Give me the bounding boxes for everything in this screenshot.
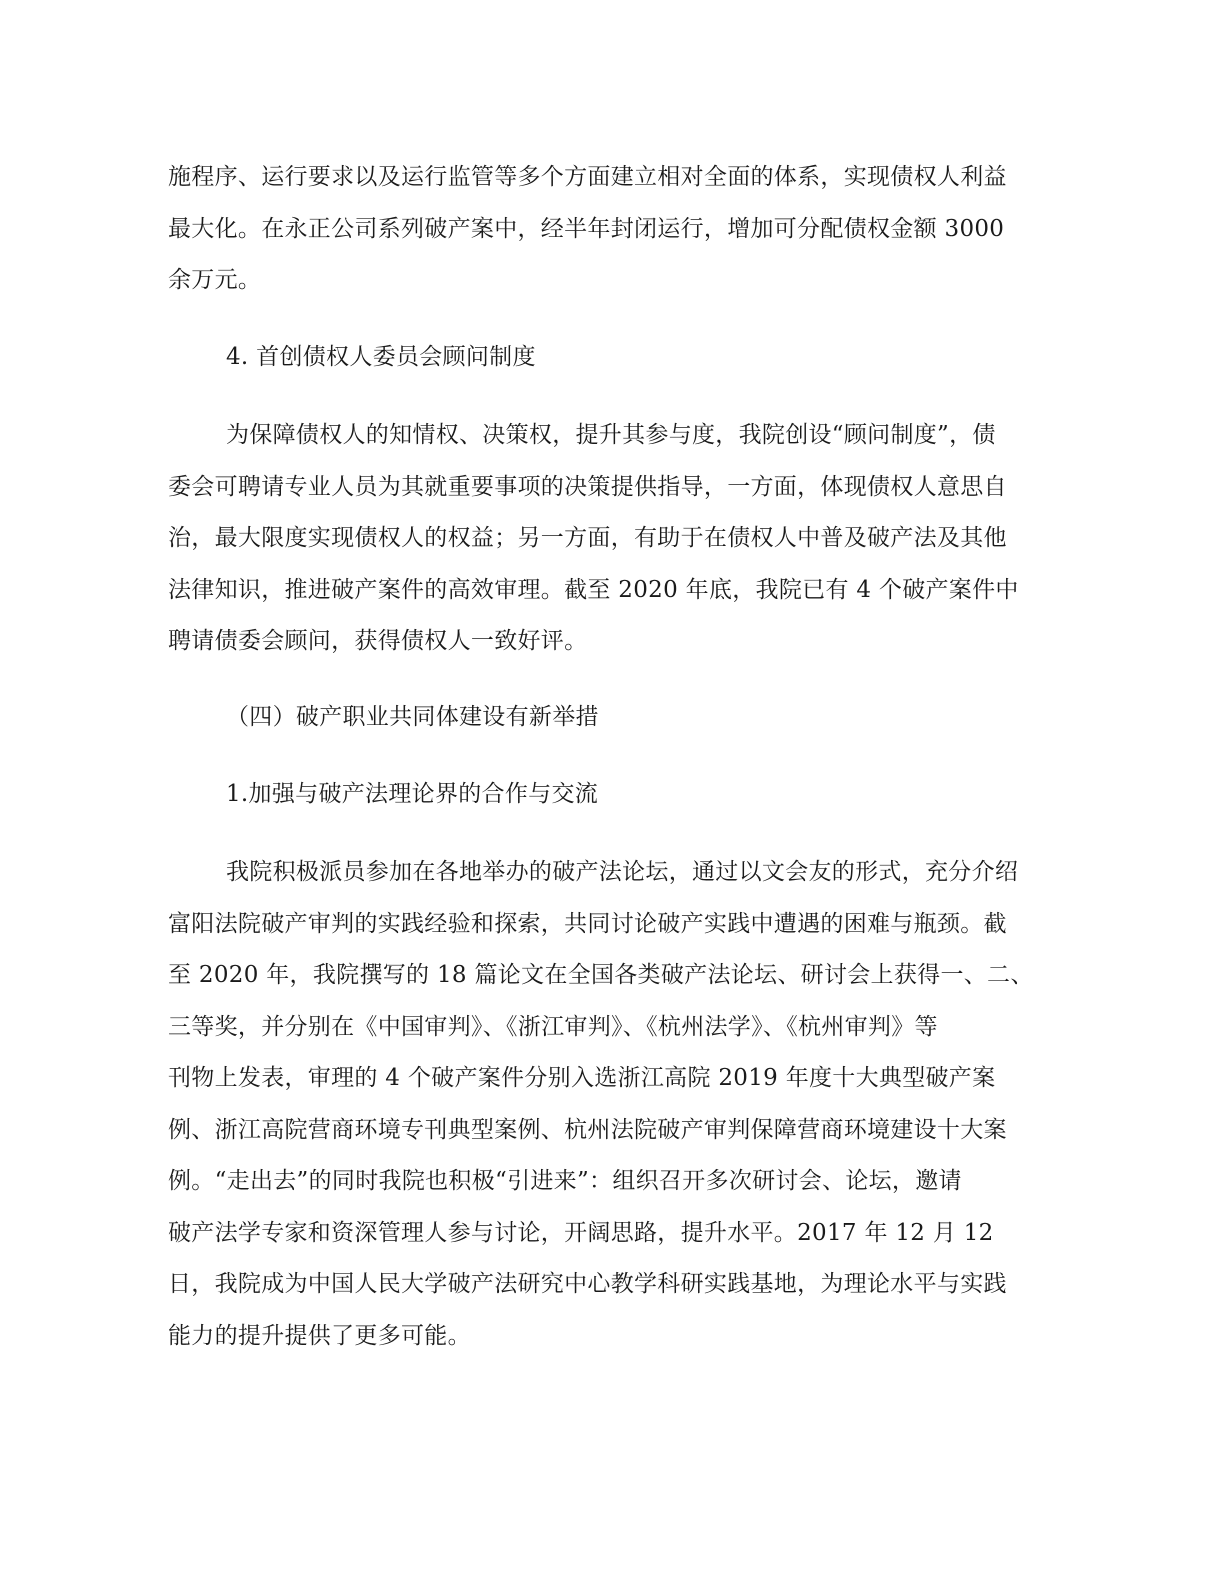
section-heading-4 <box>168 692 1048 744</box>
text-line: 破产法学专家和资深管理人参与讨论，开阔思路，提升水平。2017 年 12 月 12 <box>168 1219 994 1246</box>
text-line: 至 2020 年，我院撰写的 18 篇论文在全国各类破产法论坛、研讨会上获得一、二、 <box>168 962 1034 988</box>
heading-1 <box>168 769 1048 821</box>
text-line: 最大化。在永正公司系列破产案中，经半年封闭运行，增加可分配债权金额 3000 <box>168 215 1005 242</box>
text-line: 富阳法院破产审判的实践经验和探索，共同讨论破产实践中遭遇的困难与瓶颈。截 <box>168 910 1007 937</box>
text-line: 例、浙江高院营商环境专刊典型案例、杭州法院破产审判保障营商环境建设十大案 <box>168 1116 1007 1143</box>
text-line: 我院积极派员参加在各地举办的破产法论坛，通过以文会友的形式，充分介绍 <box>226 859 1019 885</box>
paragraph-continuation <box>168 152 1048 307</box>
text-line: 法律知识，推进破产案件的高效审理。截至 2020 年底，我院已有 4 个破产案件中 <box>168 576 1019 603</box>
paragraph-cooperation <box>168 847 1048 1362</box>
section-heading: （四）破产职业共同体建设有新举措 <box>226 704 599 730</box>
text-line: 余万元。 <box>168 267 262 293</box>
section-subheading: 1.加强与破产法理论界的合作与交流 <box>226 781 599 807</box>
paragraph-advisor-system <box>168 410 1048 668</box>
text-line: 例。“走出去”的同时我院也积极“引进来”：组织召开多次研讨会、论坛，邀请 <box>168 1168 962 1194</box>
heading-4 <box>168 332 1048 384</box>
text-line: 施程序、运行要求以及运行监管等多个方面建立相对全面的体系，实现债权人利益 <box>168 164 1007 190</box>
text-line: 能力的提升提供了更多可能。 <box>168 1322 471 1349</box>
text-line: 三等奖，并分别在《中国审判》、《浙江审判》、《杭州法学》、《杭州审判》等 <box>168 1013 938 1040</box>
section-subheading: 4. 首创债权人委员会顾问制度 <box>226 344 536 370</box>
text-line: 聘请债委会顾问，获得债权人一致好评。 <box>168 628 588 654</box>
text-line: 刊物上发表，审理的 4 个破产案件分别入选浙江高院 2019 年度十大典型破产案 <box>168 1065 996 1091</box>
text-line: 委会可聘请专业人员为其就重要事项的决策提供指导，一方面，体现债权人意思自 <box>168 473 1007 500</box>
text-line: 为保障债权人的知情权、决策权，提升其参与度，我院创设“顾问制度”，债 <box>226 422 996 448</box>
text-line: 日，我院成为中国人民大学破产法研究中心教学科研实践基地，为理论水平与实践 <box>168 1271 1007 1297</box>
text-line: 治，最大限度实现债权人的权益；另一方面，有助于在债权人中普及破产法及其他 <box>168 525 1007 551</box>
